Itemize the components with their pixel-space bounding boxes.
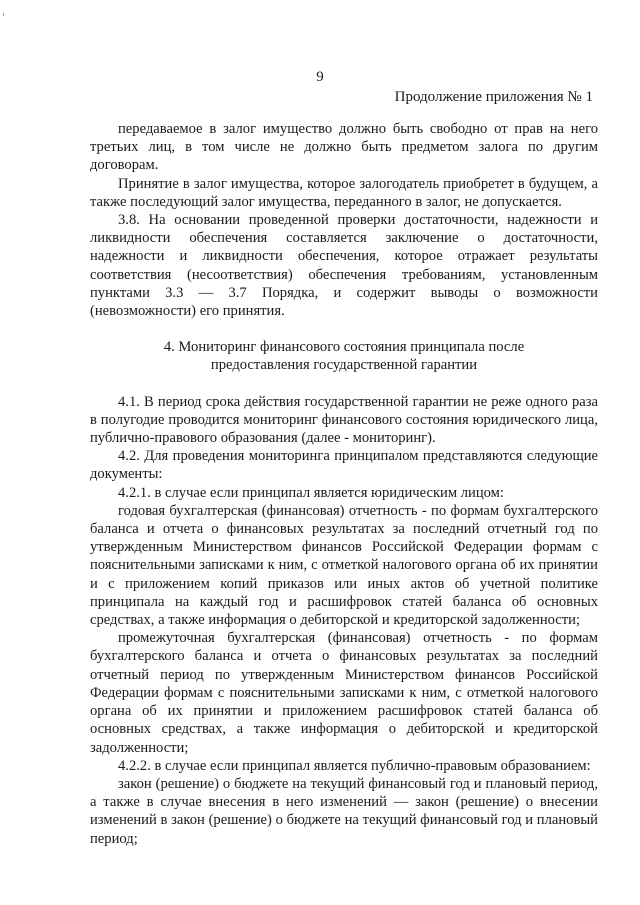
section-heading-line: 4. Мониторинг финансового состояния принципала после: [163, 339, 525, 356]
appendix-continuation-label: Продолжение приложения № 1: [394, 89, 593, 105]
paragraph: передаваемое в залог имущество должно быть свободно от прав на него третьих лиц, в том числе не должно быть предметом залога по другим договорам.: [90, 121, 598, 174]
paragraph: годовая бухгалтерская (финансовая) отчетность - по формам бухгалтерского баланса и отчета о финансовых результатах за последний отчетный год по утвержденным Министерством финансов Российской Федерации формам с пояснительными записками к ним, с отметкой налогового органа об их принятии и с приложением копий приказов или иных актов об учетной политике принципала на каждый год и расшифровок статей баланса об основных средствах, а также информация о дебиторской и кредиторской задолженности;: [90, 502, 598, 629]
document-body: [90, 120, 598, 848]
paragraph: промежуточная бухгалтерская (финансовая) отчетность - по формам бухгалтерского баланса и отчета о финансовых результатах за последний отчетный период по утвержденным Министерством финансов Российской Федерации формам с пояснительными записками к ним, с отметкой налогового органа об их принятии и приложением расшифровок статей баланса об основных средствах, а также информация о дебиторской и кредиторской задолженности;: [90, 630, 598, 756]
paragraph: Принятие в залог имущества, которое залогодатель приобретет в будущем, а также последующий залог имущества, переданного в залог, не допускается.: [90, 175, 598, 210]
page-number: 9: [316, 69, 324, 85]
paragraph: закон (решение) о бюджете на текущий финансовый год и плановый период, а также в случае внесения в него изменений — закон (решение) о внесении изменений в закон (решение) о бюджете на текущий финансовый год и плановый период;: [90, 775, 598, 847]
section-heading-line: предоставления государственной гарантии: [210, 357, 478, 374]
paragraph: 4.2.1. в случае если принципал является юридическим лицом:: [118, 484, 504, 501]
section-heading: [90, 338, 598, 374]
paragraph: 3.8. На основании проведенной проверки достаточности, надежности и ликвидности обеспечения составляется заключение о достаточности, надежности и ликвидности обеспечения, которое отражает результаты соответствия (несоответствия) обеспечения требованиям, установленным пунктами 3.3 — 3.7 Порядка, и содержит выводы о возможности (невозможности) его принятия.: [90, 212, 598, 320]
paragraph: 4.2. Для проведения мониторинга принципалом представляются следующие документы:: [90, 448, 598, 483]
paragraph: 4.2.2. в случае если принципал является публично-правовым образованием:: [118, 757, 591, 774]
paragraph: 4.1. В период срока действия государственной гарантии не реже одного раза в полугодие проводится мониторинг финансового состояния юридического лица, публично-правового образования (далее - мониторинг).: [90, 393, 598, 447]
scan-mark: [3, 13, 4, 16]
